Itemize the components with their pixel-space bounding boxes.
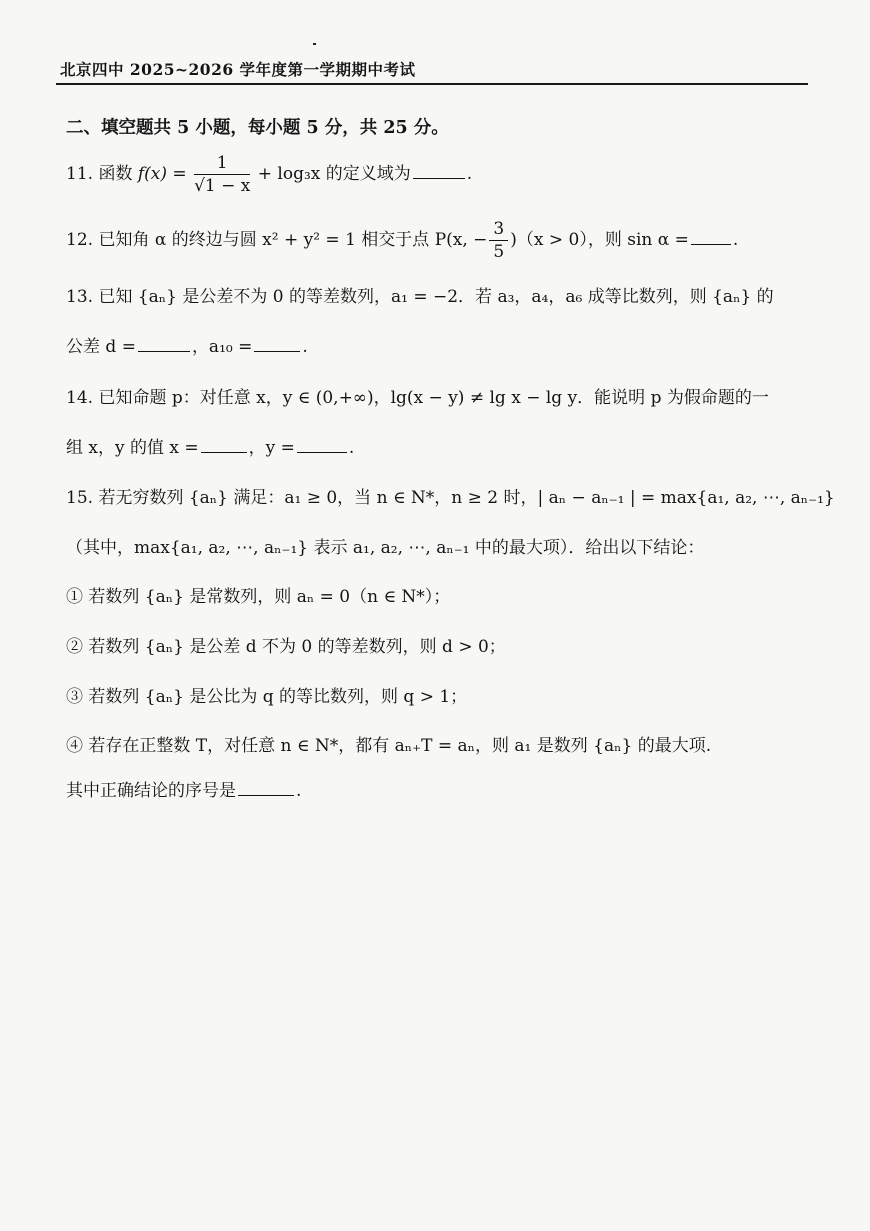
q11-answer-blank [413, 162, 465, 179]
conclusion-4: ④ 若存在正整数 T，对任意 n ∈ N*，都有 aₙ₊T = aₙ，则 a₁ 是数列 {aₙ} 的最大项. [66, 736, 712, 756]
q14-y-blank [297, 436, 347, 453]
question-15-final [66, 776, 301, 801]
exam-header: 北京四中 2025~2026 学年度第一学期期中考试 [60, 60, 416, 79]
question-11 [66, 152, 472, 197]
q12-frac-den: 5 [493, 242, 505, 262]
conclusion-3: ③ 若数列 {aₙ} 是公比为 q 的等比数列，则 q > 1； [66, 687, 468, 707]
question-14-line1: 14. 已知命题 p：对任意 x，y ∈ (0,+∞)，lg(x − y) ≠ lg x − lg y．能说明 p 为假命题的一 [66, 388, 769, 408]
q11-frac-den: √1 − x [194, 176, 251, 196]
q11-fx: f(x) = [137, 164, 187, 184]
q11-end: . [466, 164, 473, 184]
question-14-line2 [66, 433, 354, 458]
q14-end: . [348, 438, 355, 458]
question-15-line1: 15. 若无穷数列 {aₙ} 满足：a₁ ≥ 0，当 n ∈ N*，n ≥ 2 时，| aₙ − aₙ₋₁ | = max{a₁, a₂, ⋯, aₙ₋₁} [66, 488, 835, 508]
q12-answer-blank [691, 228, 731, 245]
q12-fraction [489, 218, 508, 263]
q11-pre: 函数 [98, 164, 133, 184]
q15-final-text: 其中正确结论的序号是 [66, 781, 236, 801]
q14-x-label: 组 x，y 的值 x = [66, 438, 199, 458]
q12-number: 12. [66, 230, 94, 250]
q12-end: . [732, 230, 739, 250]
q12-frac-num: 3 [489, 218, 508, 241]
q12-text-a: 已知角 α 的终边与圆 x² + y² = 1 相交于点 P(x, − [98, 230, 488, 250]
q11-fraction [194, 152, 250, 197]
q15-answer-blank [238, 779, 294, 796]
q12-text-b: )（x > 0），则 sin α = [510, 230, 689, 250]
q15-end: . [296, 781, 302, 801]
q11-log: + log₃x [257, 164, 321, 184]
q11-number: 11. [66, 164, 94, 184]
q14-y-label: ，y = [248, 438, 295, 458]
q13-end: . [302, 337, 308, 357]
q11-frac-num: 1 [194, 152, 250, 175]
question-15-line2: （其中，max{a₁, a₂, ⋯, aₙ₋₁} 表示 a₁, a₂, ⋯, aₙ₋₁ 中的最大项）．给出以下结论： [66, 538, 705, 558]
scan-speck [313, 43, 316, 45]
q13-d-label: 公差 d = [66, 337, 136, 357]
q14-x-blank [201, 436, 247, 453]
q13-a10-blank [254, 335, 300, 352]
conclusion-1: ① 若数列 {aₙ} 是常数列，则 aₙ = 0（n ∈ N*）； [66, 587, 451, 607]
question-13-line2 [66, 332, 308, 357]
q13-d-blank [138, 335, 190, 352]
q11-post: 的定义域为 [325, 164, 411, 184]
header-rule [56, 83, 808, 85]
section-title: 二、填空题共 5 小题，每小题 5 分，共 25 分。 [66, 118, 449, 138]
conclusion-2: ② 若数列 {aₙ} 是公差 d 不为 0 的等差数列，则 d > 0； [66, 637, 506, 657]
question-12 [66, 218, 738, 263]
question-13-line1: 13. 已知 {aₙ} 是公差不为 0 的等差数列，a₁ = −2．若 a₃，a₄，a₆ 成等比数列，则 {aₙ} 的 [66, 287, 774, 307]
q13-a10-label: ，a₁₀ = [191, 337, 253, 357]
